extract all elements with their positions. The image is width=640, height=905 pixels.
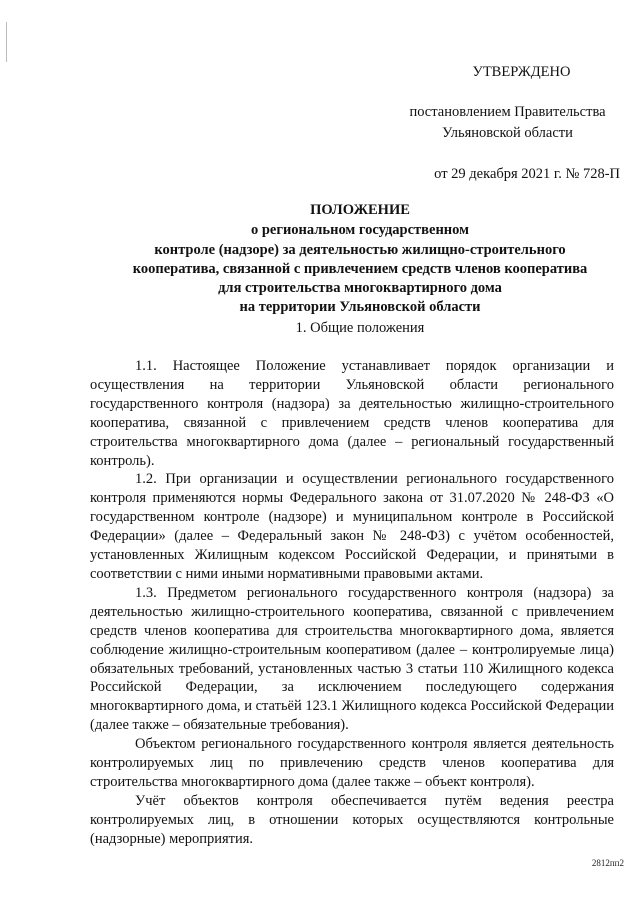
- title-line: кооператива, связанной с привлечением средств членов кооператива: [132, 260, 588, 277]
- section-heading: 1. Общие положения: [295, 320, 425, 336]
- document-title: [80, 201, 640, 318]
- paragraph: Учёт объектов контроля обеспечивается путём ведения реестра контролируемых лиц, в отношении которых осуществляются контрольные (надзорные) мероприятия.: [90, 792, 614, 847]
- title-line: на территории Ульяновской области: [239, 299, 481, 316]
- paragraph: 1.3. Предметом регионального государственного контроля (надзора) за деятельностью жилищно-строительного кооператива, связанной с привлечением средств членов кооператива для строительства многоквартирного дома, является соблюдение жилищно-строительным кооперативом (далее – контролируемые лица) обязательных требований, установленных частью 3 статьи 110 Жилищного кодекса Российской Федерации, за исключением последующего содержания многоквартирного дома, и статьёй 123.1 Жилищного кодекса Российской Федерации (далее также – обязательные требования).: [90, 584, 614, 734]
- paragraph: 1.1. Настоящее Положение устанавливает порядок организации и осуществления на территории Ульяновской области регионального государственного контроля (надзора) за деятельностью жилищно-строительного кооператива, связанной с привлечением средств членов кооператива для строительства многоквартирного дома (далее – региональный государственный контроль).: [90, 358, 614, 469]
- approval-line-2: Ульяновской области: [442, 125, 573, 141]
- paragraph: 1.2. При организации и осуществлении регионального государственного контроля применяются нормы Федерального закона от 31.07.2020 № 248-ФЗ «О государственном контроле (надзоре) и муниципальном контроле в Российской Федерации» (далее – Федеральный закон № 248-ФЗ) с учётом особенностей, установленных Жилищным кодексом Российской Федерации, и принятыми в соответствии с ними иными нормативными правовыми актами.: [90, 471, 614, 582]
- approval-status: УТВЕРЖДЕНО: [472, 64, 571, 80]
- paragraph: Объектом регионального государственного контроля является деятельность контролируемых лиц по привлечению средств членов кооператива для строительства многоквартирного дома (далее также – объект контроля).: [90, 736, 614, 790]
- title-line: для строительства многоквартирного дома: [218, 280, 502, 297]
- footer-code: 2812пп2: [591, 858, 624, 868]
- scan-edge-mark: [6, 22, 7, 62]
- document-body: [90, 357, 614, 849]
- approval-date: от 29 декабря 2021 г. № 728-П: [434, 166, 620, 182]
- approval-line-1: постановлением Правительства: [409, 104, 606, 120]
- approval-block: [395, 62, 620, 185]
- title-line: о региональном государственном: [250, 222, 470, 239]
- title-line: контроле (надзоре) за деятельностью жилищно-строительного: [154, 241, 566, 258]
- title-heading: ПОЛОЖЕНИЕ: [310, 202, 410, 218]
